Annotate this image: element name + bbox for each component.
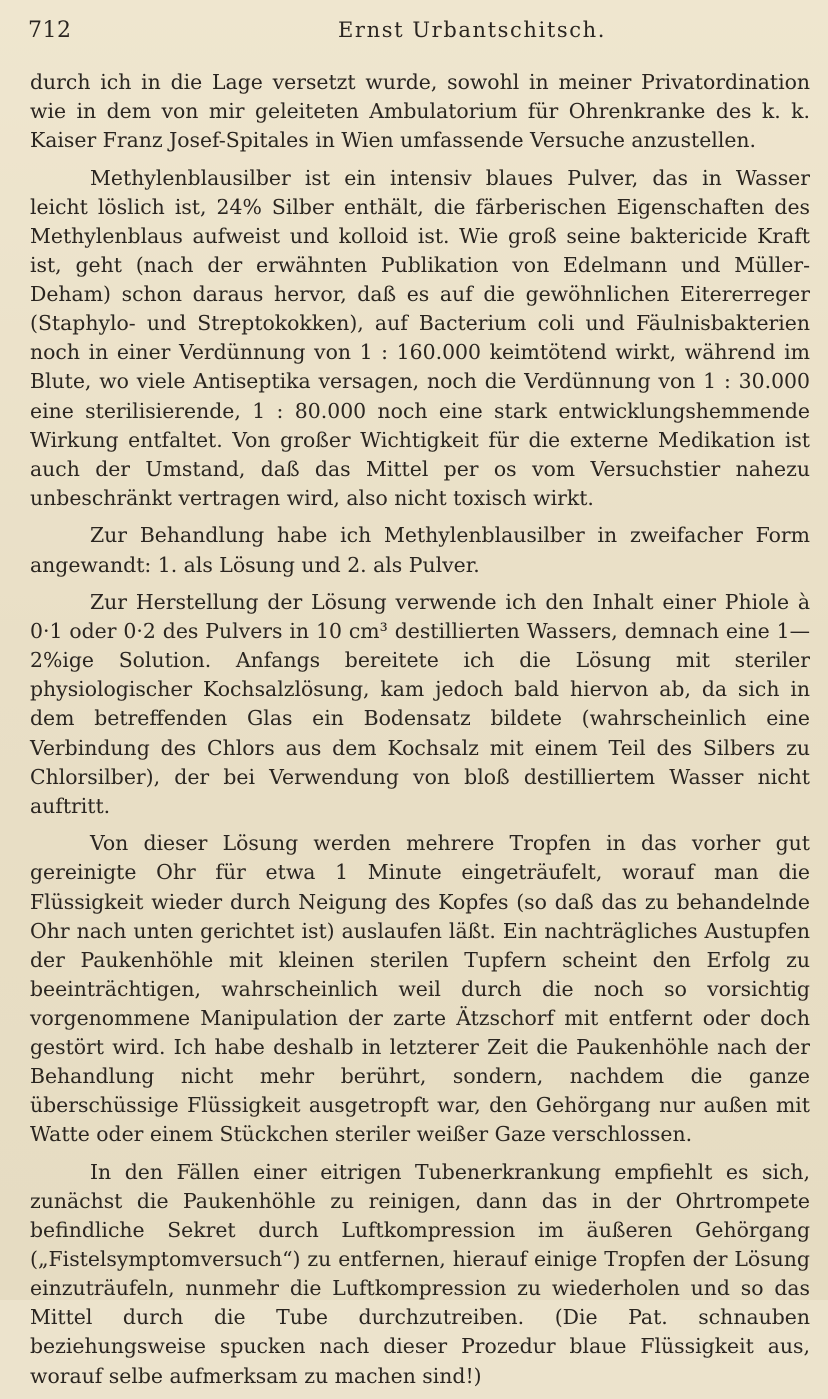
page-number: 712 — [28, 18, 72, 43]
body-text — [30, 68, 810, 1399]
paragraph-anwendung: Von dieser Lösung werden mehrere Tropfen in das vorher gut gereinigte Ohr für etwa 1 Minute eingeträufelt, worauf man die Flüssigkeit wieder durch Neigung des Kopfes (so daß das zu behandelnde Ohr nach unten gerichtet ist) auslaufen läßt. Ein nachträgliches Austupfen der Paukenhöhle mit kleinen sterilen Tupfern scheint den Erfolg zu beeinträchtigen, wahrscheinlich weil durch die noch so vorsichtig vorgenommene Manipulation der zarte Ätzschorf mit entfernt oder doch gestört wird. Ich habe deshalb in letzterer Zeit die Paukenhöhle nach der Behandlung nicht mehr berührt, sondern, nachdem die ganze überschüssige Flüssigkeit ausgetropft war, den Gehörgang nur außen mit Watte oder einem Stückchen steriler weißer Gaze verschlossen. — [30, 831, 810, 1147]
paragraph-continuation: durch ich in die Lage versetzt wurde, sowohl in meiner Privatordination wie in dem von mir geleiteten Ambulatorium für Ohrenkranke des k. k. Kaiser Franz Josef-Spitales in Wien umfassende Versuche anzustellen. — [30, 70, 810, 153]
paragraph-methylenblausilber: Methylenblausilber ist ein intensiv blaues Pulver, das in Wasser leicht löslich ist, 24% Silber enthält, die färberischen Eigenschaften des Methylenblaus aufweist und kolloid ist. Wie groß seine baktericide Kraft ist, geht (nach der erwähnten Publikation von Edelmann und Müller-Deham) schon daraus hervor, daß es auf die gewöhnlichen Eitererreger (Staphylo- und Streptokokken), auf Bacterium coli und Fäulnisbakterien noch in einer Verdünnung von 1 : 160.000 keimtötend wirkt, während im Blute, wo viele Antiseptika versagen, noch die Verdünnung von 1 : 30.000 eine sterilisierende, 1 : 80.000 noch eine stark entwicklungshemmende Wirkung entfaltet. Von großer Wichtigkeit für die externe Medikation ist auch der Umstand, daß das Mittel per os vom Versuchstier nahezu unbeschränkt vertragen wird, also nicht toxisch wirkt. — [30, 165, 810, 510]
paragraph-herstellung: Zur Herstellung der Lösung verwende ich den Inhalt einer Phiole à 0·1 oder 0·2 des Pulvers in 10 cm³ destillierten Wassers, demnach eine 1—2%ige Solution. Anfangs bereitete ich die Lösung mit steriler physiologischer Kochsalzlösung, kam jedoch bald hiervon ab, da sich in dem betreffenden Glas ein Bodensatz bildete (wahrscheinlich eine Verbindung des Chlors aus dem Kochsalz mit einem Teil des Silbers zu Chlorsilber), der bei Verwendung von bloß destilliertem Wasser nicht auftritt. — [30, 590, 810, 818]
paragraph-tubenerkrankung: In den Fällen einer eitrigen Tubenerkrankung empfiehlt es sich, zunächst die Paukenhöhle zu reinigen, dann das in der Ohrtrompete befindliche Sekret durch Luftkompression im äußeren Gehörgang („Fistelsymptomversuch“) zu entfernen, hierauf einige Tropfen der Lösung einzuträufeln, nunmehr die Luftkompression zu wiederholen und so das Mittel durch die Tube durchzutreiben. (Die Pat. schnauben beziehungsweise spucken nach dieser Prozedur blaue Flüssigkeit aus, worauf selbe aufmerksam zu machen sind!) — [30, 1159, 810, 1388]
running-title: Ernst Urbantschitsch. — [338, 18, 607, 42]
running-head — [28, 18, 818, 48]
paragraph-behandlung: Zur Behandlung habe ich Methylenblausilber in zweifacher Form angewandt: 1. als Lösung und 2. als Pulver. — [30, 523, 810, 577]
